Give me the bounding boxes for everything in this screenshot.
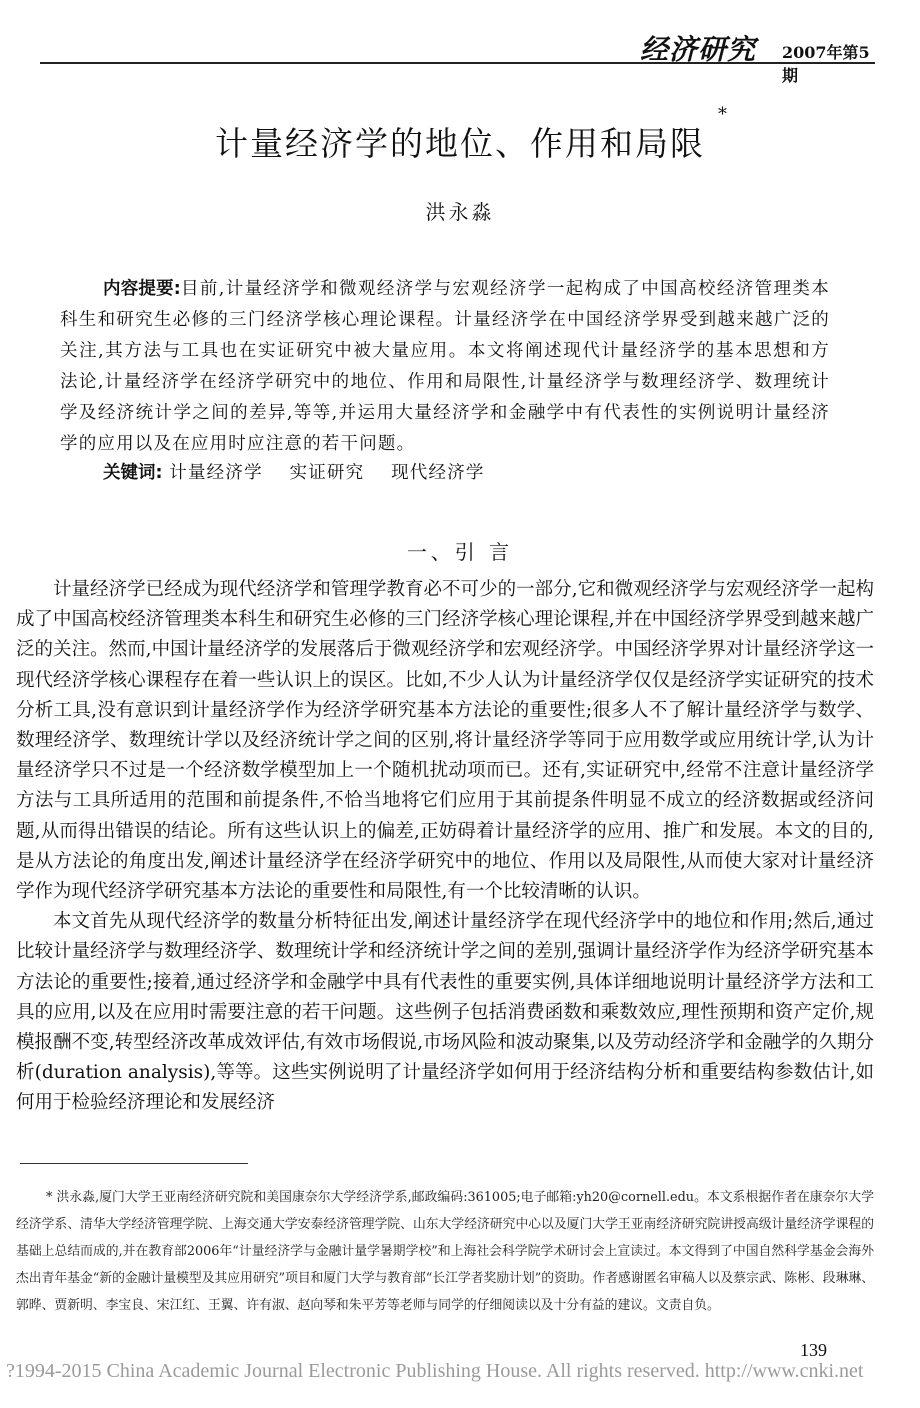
- abstract-text: 目前,计量经济学和微观经济学与宏观经济学一起构成了中国高校经济管理类本科生和研究生必修的三门经济学核心理论课程。计量经济学在中国经济学界受到越来越广泛的关注,其方法与工具也在实证研究中被大量应用。本文将阐述现代计量经济学的基本思想和方法论,计量经济学在经济学研究中的地位、作用和局限性,计量经济学与数理经济学、数理统计学及经济统计学之间的差异,等等,并运用大量经济学和金融学中有代表性的实例说明计量经济学的应用以及在应用时应注意的若干问题。: [60, 279, 831, 454]
- footnote-text: * 洪永淼,厦门大学王亚南经济研究院和美国康奈尔大学经济学系,邮政编码:361005;电子邮箱:yh20@cornell.edu。本文系根据作者在康奈尔大学经济学系、清华大学经济管理学院、上海交通大学安泰经济管理学院、山东大学经济研究中心以及厦门大学王亚南经济研究院讲授高级计量经济学课程的基础上总结而成的,并在教育部2006年“计量经济学与金融计量学暑期学校”和上海社会科学院学术研讨会上宣读过。本文得到了中国自然科学基金会海外杰出青年基金“新的金融计量模型及其应用研究”项目和厦门大学与教育部“长江学者奖励计划”的资助。作者感谢匿名审稿人以及蔡宗武、陈彬、段琳琳、郭晔、贾新明、李宝良、宋江红、王翼、许有淑、赵向琴和朱平芳等老师与同学的仔细阅读以及十分有益的建议。文责自负。: [16, 1190, 874, 1313]
- abstract: [60, 274, 830, 460]
- keywords-label: 关键词:: [103, 463, 163, 483]
- section-heading: 一、引 言: [406, 540, 514, 564]
- copyright-watermark: ?1994-2015 China Academic Journal Electronic Publishing House. All rights reserved. http://www.cnki.net: [6, 1360, 864, 1382]
- paragraph: 本文首先从现代经济学的数量分析特征出发,阐述计量经济学在现代经济学中的地位和作用;然后,通过比较计量经济学与数理经济学、数理统计学和经济统计学之间的差别,强调计量经济学作为经济学研究基本方法论的重要性;接着,通过经济学和金融学中具有代表性的重要实例,具体详细地说明计量经济学方法和工具的应用,以及在应用时需要注意的若干问题。这些例子包括消费函数和乘数效应,理性预期和资产定价,规模报酬不变,转型经济改革成效评估,有效市场假说,市场风险和波动聚集,以及劳动经济学和金融学的久期分析(duration analysis),等等。这些实例说明了计量经济学如何用于经济结构分析和重要结构参数估计,如何用于检验经济理论和发展经济: [16, 911, 874, 1114]
- paragraph: 计量经济学已经成为现代经济学和管理学教育必不可少的一部分,它和微观经济学与宏观经济学一起构成了中国高校经济管理类本科生和研究生必修的三门经济学核心理论课程,并在中国经济学界受到越来越广泛的关注。然而,中国计量经济学的发展落后于微观经济学和宏观经济学。中国经济学界对计量经济学这一现代经济学核心课程存在着一些认识上的误区。比如,不少人认为计量经济学仅仅是经济学实证研究的技术分析工具,没有意识到计量经济学作为经济学研究基本方法论的重要性;很多人不了解计量经济学与数学、数理经济学、数理统计学以及经济统计学之间的区别,将计量经济学等同于应用数学或应用统计学,认为计量经济学只不过是一个经济数学模型加上一个随机扰动项而已。还有,实证研究中,经常不注意计量经济学方法与工具所适用的范围和前提条件,不恰当地将它们应用于其前提条件明显不成立的经济数据或经济问题,从而得出错误的结论。所有这些认识上的偏差,正妨碍着计量经济学的应用、推广和发展。本文的目的,是从方法论的角度出发,阐述计量经济学在经济学研究中的地位、作用以及局限性,从而使大家对计量经济学作为现代经济学研究基本方法论的重要性和局限性,有一个比较清晰的认识。: [16, 579, 874, 903]
- footnote-rule: [20, 1163, 248, 1164]
- abstract-label: 内容提要:: [103, 279, 181, 299]
- keyword: 计量经济学: [169, 463, 263, 483]
- footnote: [16, 1184, 874, 1319]
- page-header: [40, 18, 875, 85]
- header-rule: [40, 62, 875, 64]
- page-number: 139: [800, 1340, 827, 1360]
- title-footnote-mark: *: [718, 104, 727, 125]
- author-name: 洪永淼: [425, 200, 495, 224]
- keyword: 现代经济学: [391, 463, 485, 483]
- body-text: [16, 575, 874, 1119]
- article-title: 计量经济学的地位、作用和局限: [215, 124, 705, 163]
- keyword: 实证研究: [289, 463, 365, 483]
- keywords: [103, 459, 505, 484]
- issue-label: 2007年第5期: [782, 43, 870, 85]
- journal-logo: 经济研究: [640, 33, 757, 66]
